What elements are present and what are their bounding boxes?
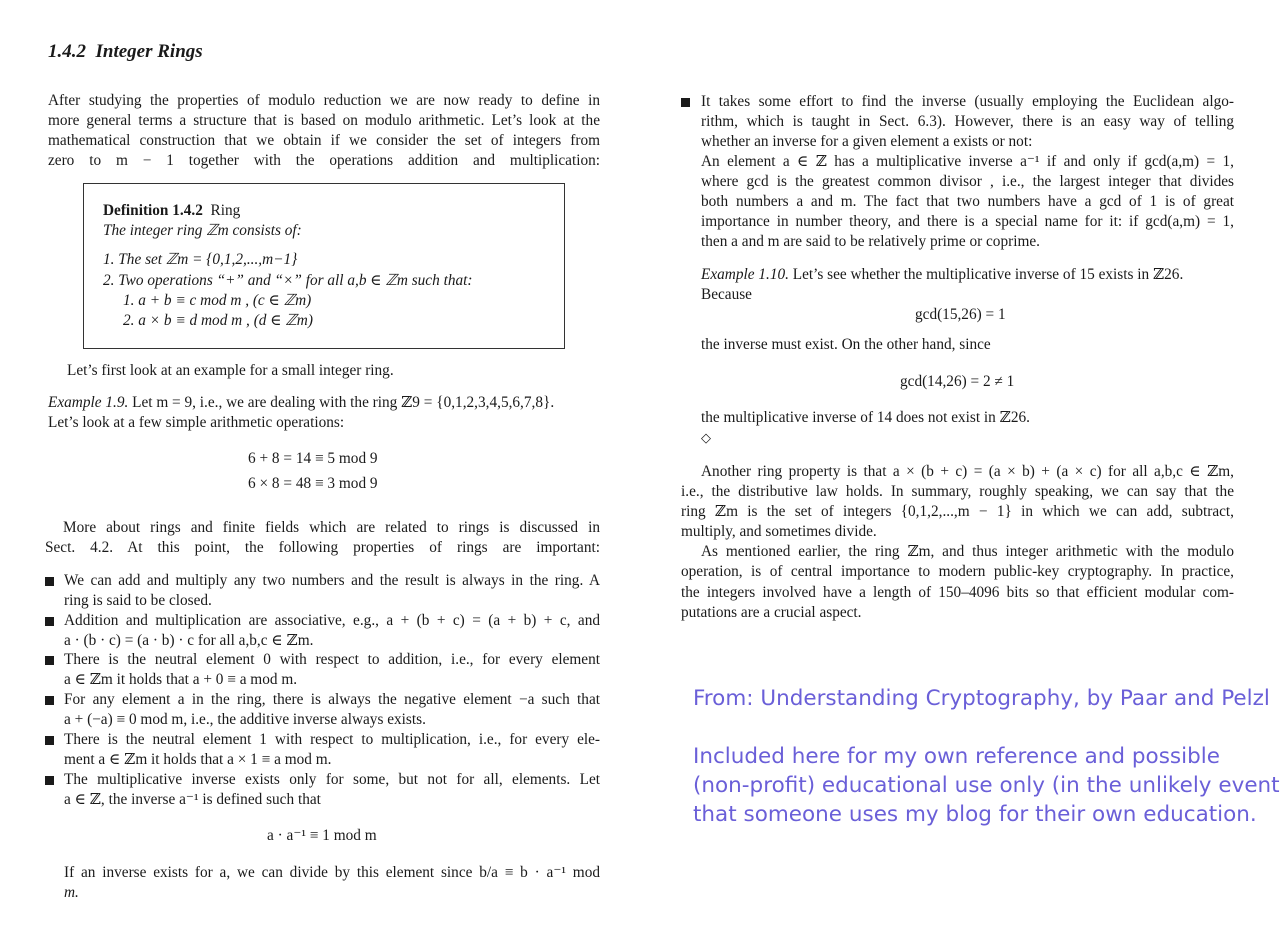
equation: gcd(14,26) = 2 ≠ 1 xyxy=(900,373,1015,390)
example-text: Because xyxy=(701,286,752,303)
example-text: the inverse must exist. On the other hand, since xyxy=(701,336,991,353)
bullet-icon xyxy=(681,98,690,107)
list-item: For any element a in the ring, there is always the negative element −a such that xyxy=(64,691,600,708)
note-line: that someone uses my blog for their own education. xyxy=(693,802,1257,827)
paragraph-line: i.e., the distributive law holds. In summary, roughly speaking, we can say that the xyxy=(681,483,1234,500)
paragraph-line: the integers involved have a length of 150–4096 bits so that efficient modular com- xyxy=(681,584,1234,601)
example-text: the multiplicative inverse of 14 does not exist in ℤ26. xyxy=(701,409,1030,426)
note-line: Included here for my own reference and possible xyxy=(693,744,1220,769)
bullet-line: then a and m are said to be relatively prime or coprime. xyxy=(701,233,1040,250)
intro-line: mathematical construction that we obtain if we consider the set of integers from xyxy=(48,132,600,149)
paragraph-line: operation, is of central importance to modern public-key cryptography. In practice, xyxy=(681,563,1234,580)
note-line: (non-profit) educational use only (in the unlikely event xyxy=(693,773,1280,798)
bullet-icon xyxy=(45,736,54,745)
list-item: a ∈ ℤ, the inverse a⁻¹ is defined such that xyxy=(64,791,321,808)
intro-line: zero to m − 1 together with the operations addition and multiplication: xyxy=(48,152,600,169)
definition-heading xyxy=(103,201,240,221)
bullet-icon xyxy=(45,577,54,586)
list-item: There is the neutral element 0 with respect to addition, i.e., for every element xyxy=(64,651,600,668)
end-of-example-icon: ◇ xyxy=(701,430,711,445)
definition-item: 1. The set ℤm = {0,1,2,...,m−1} xyxy=(103,251,298,268)
source-annotation: From: Understanding Cryptography, by Paar and Pelzl xyxy=(693,686,1270,711)
example-text: Let m = 9, i.e., we are dealing with the ring ℤ9 = {0,1,2,3,4,5,6,7,8}. xyxy=(132,394,555,411)
intro-line: After studying the properties of modulo reduction we are now ready to define in xyxy=(48,92,600,109)
bullet-line: It takes some effort to find the inverse (usually employing the Euclidean algo- xyxy=(701,93,1234,110)
example-1-9 xyxy=(48,393,554,413)
example-text: Let’s look at a few simple arithmetic operations: xyxy=(48,414,345,431)
intro-line: more general terms a structure that is based on modulo arithmetic. Let’s look at the xyxy=(48,112,600,129)
bullet-line: both numbers a and m. The fact that two numbers have a gcd of 1 is of great xyxy=(701,193,1234,210)
bullet-icon xyxy=(45,617,54,626)
divide-line: m. xyxy=(64,884,79,901)
bullet-line: importance in number theory, and there is a special name for it: if gcd(a,m) = 1, xyxy=(701,213,1234,230)
definition-intro: The integer ring ℤm consists of: xyxy=(103,222,302,239)
more-about-line: More about rings and finite fields which are related to rings is discussed in xyxy=(63,519,600,536)
list-item: There is the neutral element 1 with respect to multiplication, i.e., for every ele- xyxy=(64,731,600,748)
list-item: ment a ∈ ℤm it holds that a × 1 ≡ a mod m. xyxy=(64,751,332,768)
list-item: a ∈ ℤm it holds that a + 0 ≡ a mod m. xyxy=(64,671,298,688)
section-title: Integer Rings xyxy=(95,41,203,62)
bullet-icon xyxy=(45,696,54,705)
paragraph-line: As mentioned earlier, the ring ℤm, and thus integer arithmetic with the modulo xyxy=(701,543,1234,560)
list-item: a + (−a) ≡ 0 mod m, i.e., the additive inverse always exists. xyxy=(64,711,426,728)
equation: 6 + 8 = 14 ≡ 5 mod 9 xyxy=(248,450,378,467)
paragraph-line: putations are a crucial aspect. xyxy=(681,604,862,621)
bullet-line: An element a ∈ ℤ has a multiplicative inverse a⁻¹ if and only if gcd(a,m) = 1, xyxy=(701,153,1234,170)
definition-subitem: 2. a × b ≡ d mod m , (d ∈ ℤm) xyxy=(123,312,313,329)
small-ring-line: Let’s first look at an example for a small integer ring. xyxy=(67,362,394,379)
divide-line: If an inverse exists for a, we can divide by this element since b/a ≡ b · a⁻¹ mod xyxy=(64,864,600,881)
definition-subitem: 1. a + b ≡ c mod m , (c ∈ ℤm) xyxy=(123,292,312,309)
list-item: We can add and multiply any two numbers and the result is always in the ring. A xyxy=(64,572,600,589)
more-about-line: Sect. 4.2. At this point, the following properties of rings are important: xyxy=(45,539,600,556)
section-number: 1.4.2 xyxy=(48,41,86,62)
paragraph-line: multiply, and sometimes divide. xyxy=(681,523,877,540)
paragraph-line: Another ring property is that a × (b + c) = (a × b) + (a × c) for all a,b,c ∈ ℤm, xyxy=(701,463,1234,480)
definition-label: Definition 1.4.2 xyxy=(103,202,203,219)
inverse-equation: a · a⁻¹ ≡ 1 mod m xyxy=(267,827,377,844)
example-text: Let’s see whether the multiplicative inverse of 15 exists in ℤ26. xyxy=(792,266,1184,283)
list-item: The multiplicative inverse exists only for some, but not for all, elements. Let xyxy=(64,771,600,788)
equation: gcd(15,26) = 1 xyxy=(915,306,1006,323)
bullet-line: where gcd is the greatest common divisor , i.e., the largest integer that divides xyxy=(701,173,1234,190)
bullet-icon xyxy=(45,776,54,785)
bullet-line: whether an inverse for a given element a exists or not: xyxy=(701,133,1033,150)
list-item: a · (b · c) = (a · b) · c for all a,b,c ∈ ℤm. xyxy=(64,632,314,649)
bullet-line: rithm, which is taught in Sect. 6.3). However, there is an easy way of telling xyxy=(701,113,1234,130)
example-label: Example 1.9. xyxy=(48,394,129,411)
paragraph-line: ring ℤm is the set of integers {0,1,2,...,m − 1} in which we can add, subtract, xyxy=(681,503,1234,520)
equation: 6 × 8 = 48 ≡ 3 mod 9 xyxy=(248,475,378,492)
bullet-icon xyxy=(45,656,54,665)
definition-name: Ring xyxy=(210,202,241,219)
list-item: Addition and multiplication are associative, e.g., a + (b + c) = (a + b) + c, and xyxy=(64,612,600,629)
list-item: ring is said to be closed. xyxy=(64,592,212,609)
example-1-10 xyxy=(701,265,1183,285)
example-label: Example 1.10. xyxy=(701,266,789,283)
definition-item: 2. Two operations “+” and “×” for all a,b ∈ ℤm such that: xyxy=(103,272,473,289)
section-heading xyxy=(48,42,203,62)
